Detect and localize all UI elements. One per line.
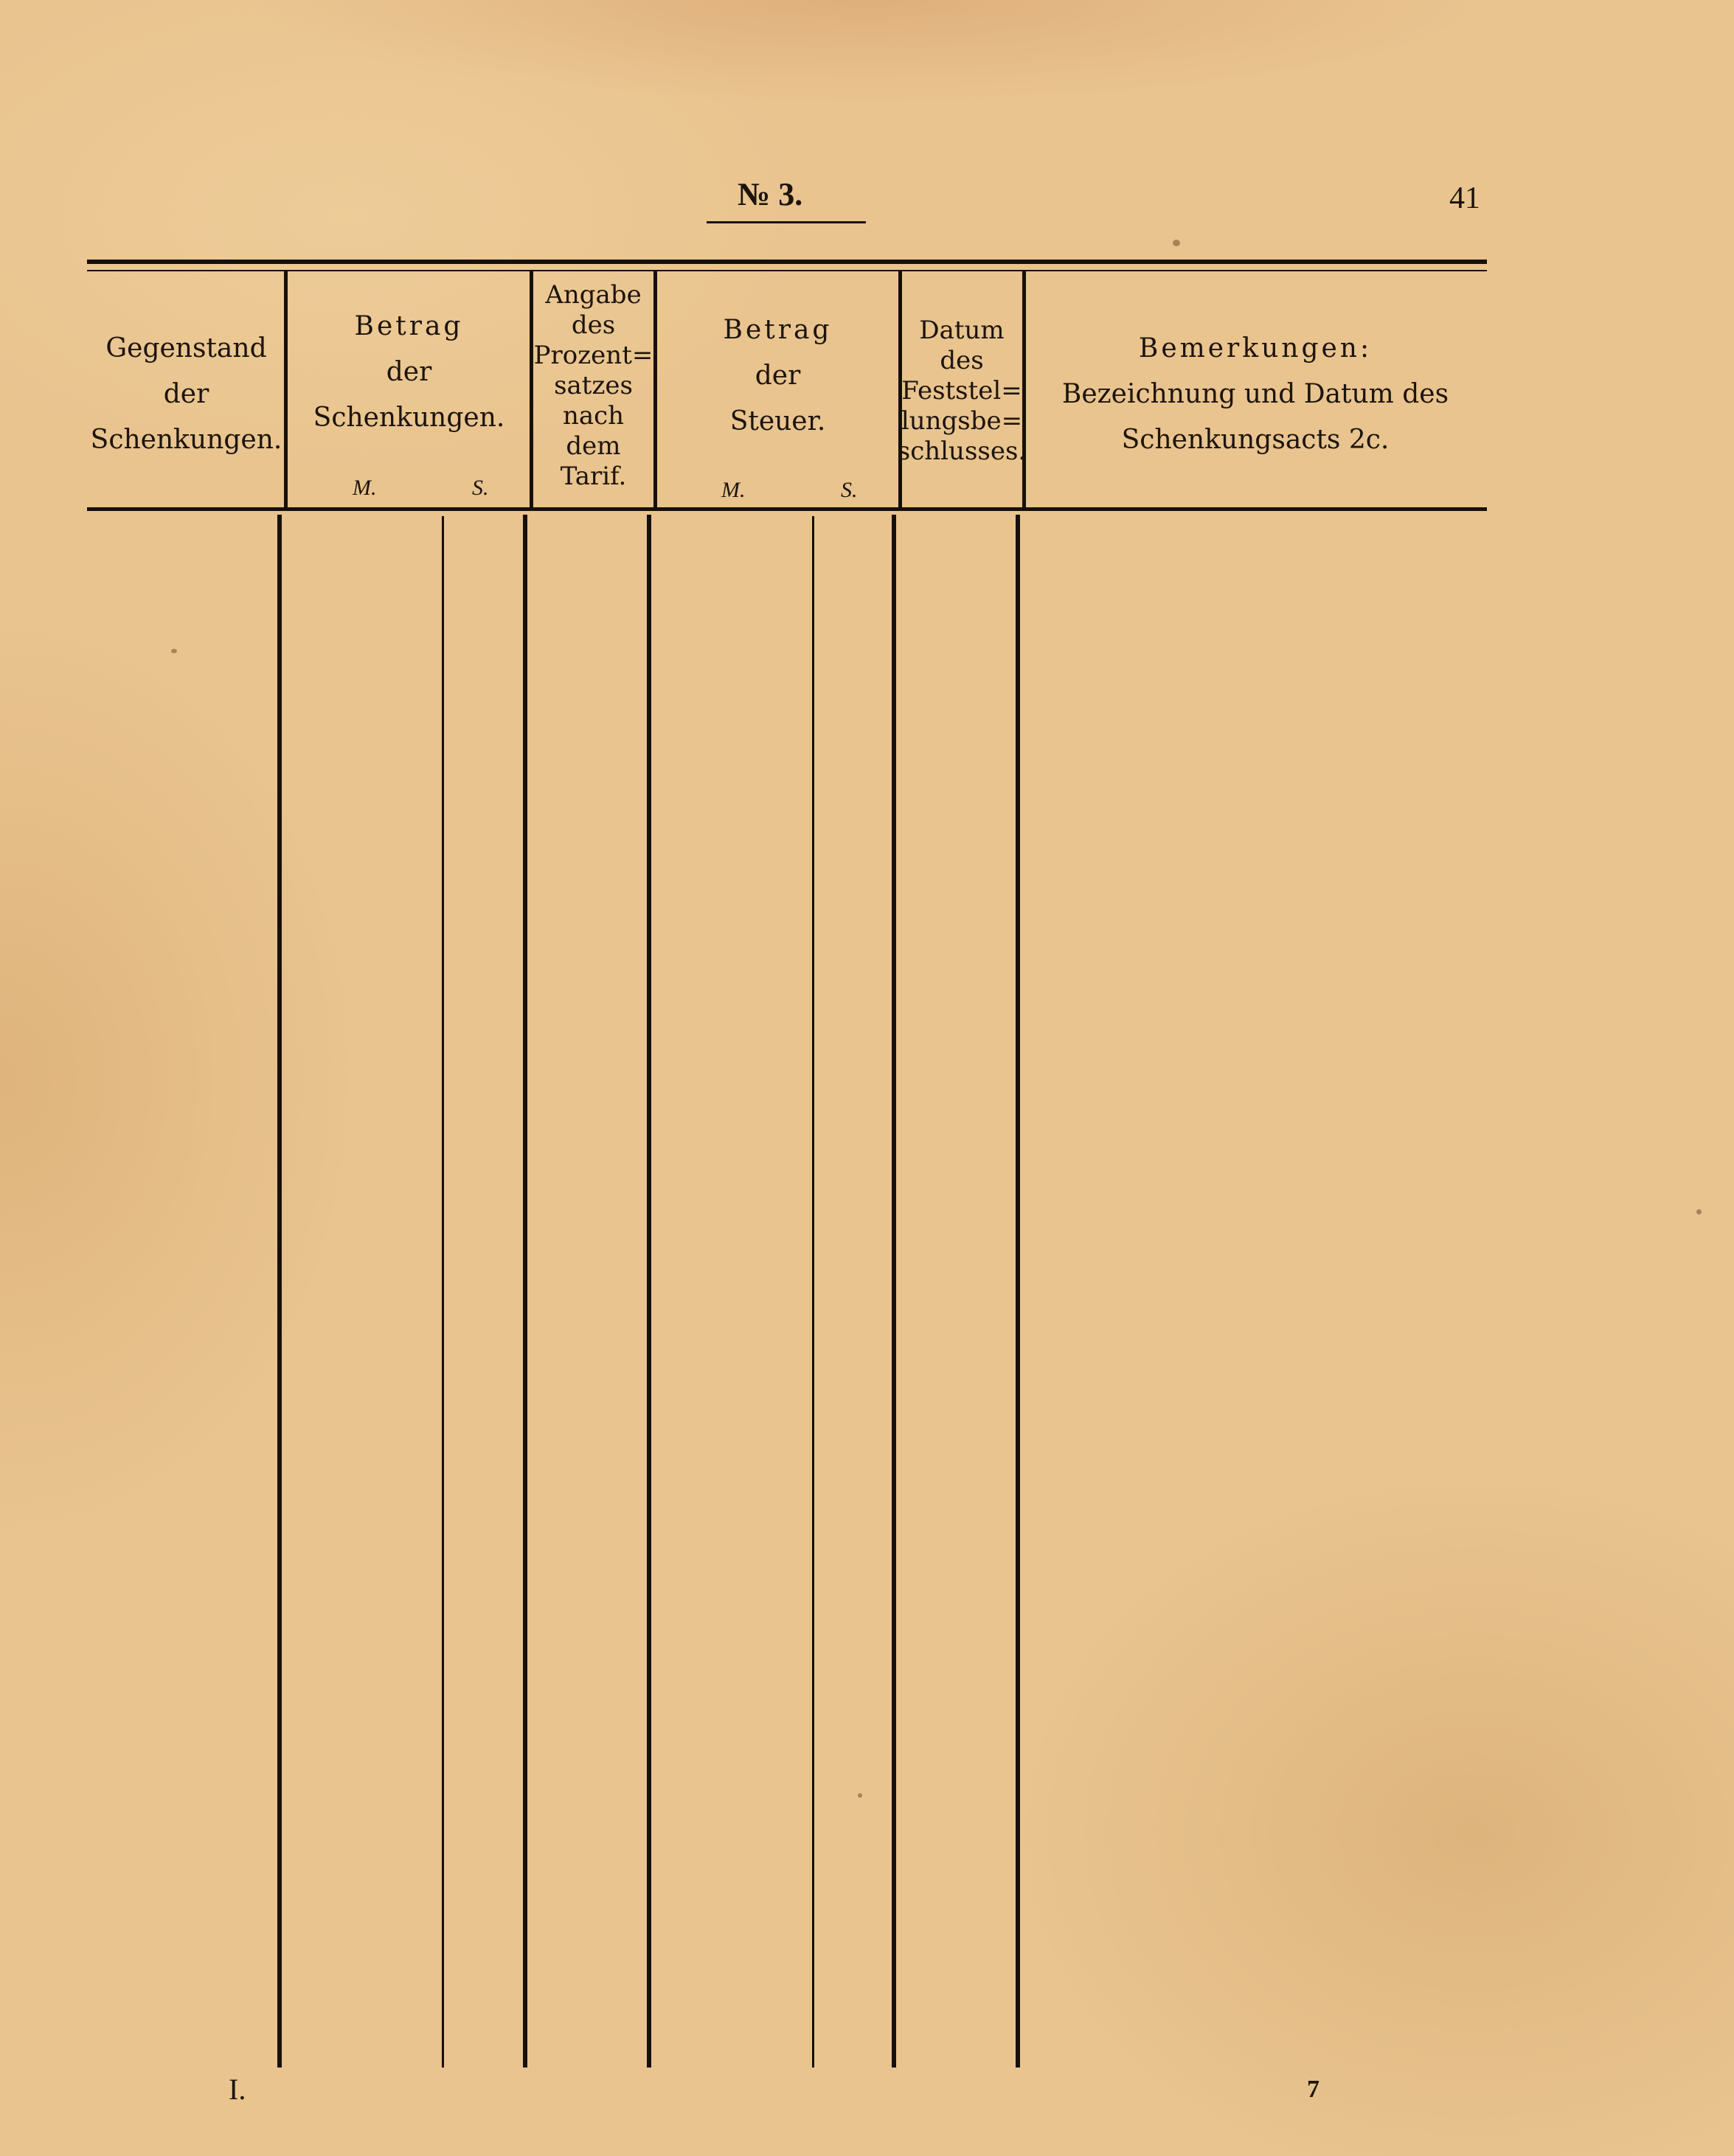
header-line: Schenkungen.	[313, 403, 505, 433]
header-line: Angabe	[545, 279, 642, 310]
header-line: Schenkungen.	[90, 425, 282, 455]
column-header-betrag-steuer	[658, 302, 898, 450]
table-top-rule-thick	[87, 260, 1487, 264]
body-subdivider-2	[812, 516, 814, 2068]
sheet-number: 7	[1307, 2076, 1319, 2103]
header-line: der	[755, 361, 801, 391]
column-header-bemerkungen	[1027, 321, 1484, 468]
column-header-betrag-schenkungen	[289, 299, 529, 446]
header-line: des	[571, 310, 616, 340]
header-line: Bemerkungen:	[1138, 333, 1373, 364]
paper-speck	[858, 1793, 862, 1798]
body-subdivider-1	[442, 516, 444, 2068]
column-header-prozentsatz	[533, 279, 653, 491]
header-divider-5	[1022, 271, 1026, 507]
header-line: Prozent=	[533, 340, 653, 370]
header-line: der	[163, 379, 209, 409]
column-header-datum	[897, 299, 1027, 483]
header-line: Betrag	[723, 315, 833, 345]
page-number: 41	[1449, 181, 1480, 215]
body-divider-5	[1016, 515, 1020, 2068]
paper-speck	[1173, 240, 1180, 246]
body-divider-3	[647, 515, 651, 2068]
header-line: schlusses.	[897, 436, 1027, 466]
unit-pfennig: S.	[841, 478, 858, 502]
unit-mark: M.	[721, 478, 746, 502]
header-line: Tarif.	[560, 461, 627, 491]
header-line: Gegenstand	[105, 333, 267, 364]
header-bottom-rule	[87, 507, 1487, 511]
unit-mark: M.	[353, 476, 377, 500]
body-divider-1	[277, 515, 282, 2068]
header-line: satzes	[554, 370, 633, 400]
header-line: des	[940, 345, 984, 375]
header-line: der	[386, 357, 432, 387]
header-line: Feststel=	[901, 375, 1022, 406]
header-line: lungsbe=	[901, 406, 1023, 436]
table-top-rule-thin	[87, 270, 1487, 271]
column-header-gegenstand	[92, 310, 280, 479]
header-divider-1	[284, 271, 288, 507]
header-line: Datum	[919, 315, 1005, 345]
body-divider-2	[523, 515, 527, 2068]
header-line: Steuer.	[729, 406, 826, 437]
header-line: Schenkungsacts 2c.	[1121, 425, 1390, 455]
form-number: № 3.	[738, 176, 803, 212]
paper-speck	[171, 649, 177, 653]
form-number-underline	[707, 221, 866, 223]
header-divider-3	[653, 271, 657, 507]
paper-speck	[1696, 1209, 1702, 1214]
header-line: nach dem	[562, 400, 625, 461]
body-divider-4	[892, 515, 896, 2068]
header-line: Bezeichnung und Datum des	[1061, 379, 1449, 409]
header-line: Betrag	[354, 311, 464, 341]
signature-mark: I.	[229, 2073, 246, 2106]
unit-pfennig: S.	[472, 476, 489, 500]
